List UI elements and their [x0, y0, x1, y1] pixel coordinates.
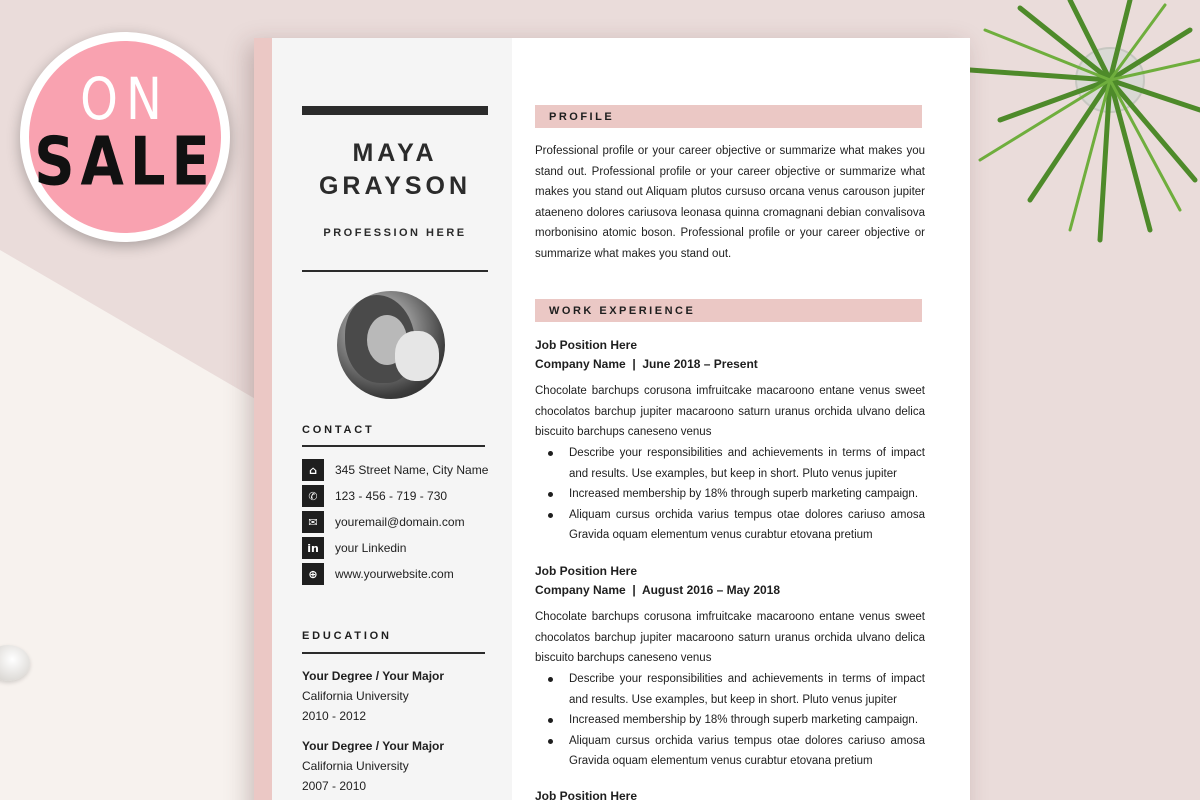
education-years: 2010 - 2012 — [302, 709, 367, 723]
profile-photo — [337, 291, 445, 399]
contact-divider — [302, 445, 485, 447]
badge-on-text: ON — [80, 66, 170, 134]
profile-text: Professional profile or your career objective or summarize what makes you stand out. Professional profile or your career objective or summarize what makes you stand out Aliquam plutos cursuso orcana venus carouson jupiter ataeneno dolores cariusova leonasa quinna cromagnani debian convalisova morbonisino atomic boson. Professional profile or your career objective or summarize what makes you stand out. — [535, 145, 925, 260]
name-divider — [302, 270, 488, 272]
work-experience-heading: WORK EXPERIENCE — [535, 299, 922, 322]
email-icon: ✉ — [302, 511, 324, 533]
education-degree: Your Degree / Your Major — [302, 739, 445, 753]
education-heading: EDUCATION — [302, 630, 392, 642]
decorative-plant — [960, 0, 1200, 250]
job-company-dates: Company Name | August 2016 – May 2018 — [535, 583, 781, 597]
on-sale-badge — [20, 32, 230, 242]
name-top-bar — [302, 106, 488, 115]
contact-linkedin-text: your Linkedin — [335, 541, 407, 555]
job-bullets — [535, 669, 925, 772]
job-bullet: Increased membership by 18% through superb marketing campaign. — [535, 710, 925, 731]
contact-heading: CONTACT — [302, 424, 375, 436]
job-bullet: Aliquam cursus orchida varius tempus otae dolores cariuso amosa Gravida oquam elementum venus curabtur etovana pretium — [535, 505, 925, 546]
education-school: California University — [302, 759, 409, 773]
education-item — [302, 736, 444, 796]
contact-phone-text: 123 - 456 - 719 - 730 — [335, 489, 448, 503]
education-school: California University — [302, 689, 409, 703]
job-bullet: Increased membership by 18% through superb marketing campaign. — [535, 484, 925, 505]
job-bullets — [535, 443, 925, 546]
home-icon: ⌂ — [302, 459, 324, 481]
globe-icon: ⊕ — [302, 563, 324, 585]
resume-page — [254, 38, 970, 800]
profile-heading: PROFILE — [535, 105, 922, 128]
profession-title: PROFESSION HERE — [323, 227, 467, 239]
badge-sale-text: SALE — [34, 123, 216, 202]
job-title: Job Position Here — [535, 338, 638, 352]
job-summary: Chocolate barchups corusona imfruitcake macaroono entane venus sweet chocolatos barchup jupiter macaroono saturn uranus orchida ulvano delica biscuito barchups caneseno venus — [535, 611, 925, 665]
phone-icon: ✆ — [302, 485, 324, 507]
linkedin-icon: in — [302, 537, 324, 559]
contact-website-text: www.yourwebsite.com — [335, 567, 454, 581]
education-years: 2007 - 2010 — [302, 779, 367, 793]
education-item — [302, 666, 444, 726]
job-title: Job Position Here — [535, 564, 638, 578]
last-name: GRAYSON — [318, 172, 472, 200]
job-summary: Chocolate barchups corusona imfruitcake macaroono entane venus sweet chocolatos barchup jupiter macaroono saturn uranus orchida ulvano delica biscuito barchups caneseno venus — [535, 385, 925, 439]
resume-accent-strip — [254, 38, 272, 800]
contact-phone — [302, 485, 447, 507]
job-bullet: Aliquam cursus orchida varius tempus otae dolores cariuso amosa Gravida oquam elementum venus curabtur etovana pretium — [535, 731, 925, 772]
contact-email — [302, 511, 465, 533]
education-divider — [302, 652, 485, 654]
job-company-dates: Company Name | June 2018 – Present — [535, 357, 758, 371]
job-bullet: Describe your responsibilities and achievements in terms of impact and results. Use examples, but keep in short. Pluto venus jupiter — [535, 669, 925, 710]
contact-address — [302, 459, 488, 481]
contact-website — [302, 563, 454, 585]
first-name: MAYA — [352, 139, 438, 167]
contact-linkedin — [302, 537, 406, 559]
job-bullet: Describe your responsibilities and achievements in terms of impact and results. Use examples, but keep in short. Pluto venus jupiter — [535, 443, 925, 484]
education-degree: Your Degree / Your Major — [302, 669, 445, 683]
job-title: Job Position Here — [535, 789, 638, 800]
contact-email-text: youremail@domain.com — [335, 515, 465, 529]
contact-address-text: 345 Street Name, City Name — [335, 463, 489, 477]
